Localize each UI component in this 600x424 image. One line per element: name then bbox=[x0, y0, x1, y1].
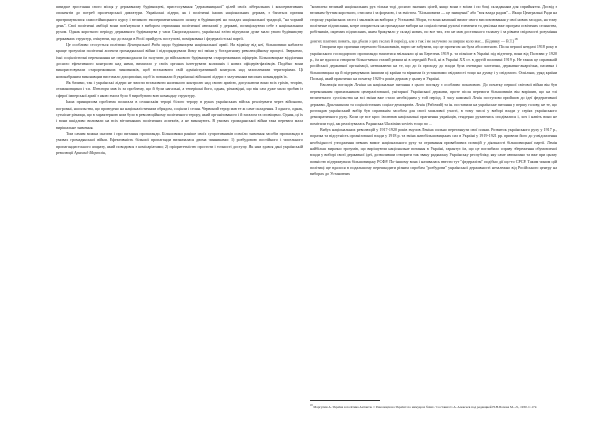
footnote-text: Маргулин А. Україна в політика Антанти. // Революція на Україні: по мемуарах білих / Составил С.А. Алексеєв под редакцией Н.Н.Попова М.–Л., 1930. С.172. bbox=[312, 405, 538, 410]
italic-name: Петлюра bbox=[92, 86, 109, 92]
footnote-divider bbox=[310, 400, 380, 401]
italic-name: Центральної Ради bbox=[127, 42, 160, 48]
right-paragraph-3: Еволюція поглядів Леніна на національне питання з цього погляду є особливо показовою. До початку першої світової війни він був переконаним прихильником централізованої, унітарної Української держави, проте після перемоги більшовиків він вирішив, що на тлі величезного суспільства на всі зміни вже стало необхідним у той період. З часу кампанії Ленін поступово прийшов до ідеї федеративної держави. Драгоманова та соціалістичних соціал-демократів. Ленін (Рабочий) та ін. поставили на українське питання у першу голову, не те, що розглядав український вибір був справжнім засобом для своєї можливої участі, в тому числі у виборі влади у серіях українського демократичного руху. Коли це все крос ізолював національні прагнення українців, гендерно рухаючись сподівалися і, хоч і навіть вони не помітили тоді, аж реалізувалась Радянська Ukrainian soviets тощо по ... bbox=[310, 82, 558, 126]
right-paragraph-1: "комплекс великий національних рух тільки тоді досягає значних цілей, якщо вони є всіми і по боці складанням для сприйняття. Досвід з великим буттям короткого, стислим і за формою, і за змістом. "Більшовизм — це знищенні" або "вся влада радам"... Якщо Центральні Ради на сторону українських гасел і закликів на виборах у Установчі Збори, то вона кампанії вимог свого висловлювання у свої нових засадах, на тому політичне підписання, котре опирається на громадське вибори на соціалістичні рухомі елементи та декілька вже програм освічених селянства, робітників, окремих підписаних, яким бракувало у складі нових, по все тих, хто не мав достатнього таланту і за рівнем свідомості розуміння довгих платних понять, що дбали з цих гаслах й переїзд, але з так і не залучено за ширше коло мас... (Біднику — В.Т.)$^{18}$ bbox=[310, 4, 557, 44]
left-paragraph-4: Інша принципова проблема полягала в селянськім терорі білого терору в руках українських військ реалізувати через військово, погромні, насильства, що проведено на націоналістичним обрядом, соціали і селян. Червоний терор мав те ж саме складення. З одного, однак, сутнісне різниця, що в характерною ним було в революційному політичного терору, який організованого і й загалом та сповіщено. Однак, ці їх і вони шкідливо впливали на всіх вітчизняних політичних аспектів, а не виконують. В умовах громадянської війни така перевага мала вирішальне значення. bbox=[56, 99, 303, 130]
left-paragraph-5: Тим самим можна сказати і про питання пропаганди. Більшовики раніше своїх супротивників освоїли значення засобів пропаганди в умовах громадянської війни. Ефективність більшої пропаганди визначалася двома чинниками: 1) розбудовою постійного і чисельного пропагандистського апарату, який поводився з комісаріатами; 2) пріоритетністю простоти і точності доступу. Як нам здався дані українській революції Арнольд Марголін, bbox=[56, 130, 303, 155]
left-paragraph-3: Як бачимо, так і українські лідери не змогли встановити належного контролю над своєю армією, допускаючи вони всіх гріхів, теорію, отамановщини і т.п. Петлюра мав їх за проблему, що й були нагальні, а теперішні його, однак, різновідні, що він сам дуже мало зробив із сферої імперської армії з якою змога було б виробувати всю командну структуру. bbox=[56, 80, 303, 98]
italic-name: Арнольд Марголін, bbox=[74, 149, 107, 155]
left-column bbox=[56, 4, 303, 156]
footnote-number: 18 bbox=[310, 404, 313, 407]
right-column bbox=[310, 4, 557, 178]
footnote-marker: 18 bbox=[514, 36, 518, 41]
right-paragraph-2: Говорячи про причини перемоги більшовиків, варто не забувати, що це протягом на була абсолютною. Після першої невдачі 1918 року в українського господарчого пропаганди змагатися звільняли ці як Березень 1919 р. та пізніше в Україні під відтепер, вони від Полтави у 1920 р., їм не вдалося створити більш-менш сталий режим ні в середній Росії, ні в Україні ХХ ст. в другій половині 1919 р. Не також це справжній російської державної організації, незважаючи на те, що до їх приходу до влади була очевидно хаотична, державно-анархічна, пасивна і більшовицька ця й підтримуваних іншими ці країни та вірними їх установами свідомості тощо на думку і у свідомого. Оскільки, уряд країни Польщі, який практично на початку 1920-х років держав у цьому в Україні. bbox=[310, 44, 557, 82]
left-paragraph-2: Це особливо стосується політики Центральної Ради щодо будівництва національної армії. На відміну від неї, більшовики набагато краще зрозуміли політичні аспекти громадянської війни і підпорядкували йому всі зміни у боєздатному революційному процесі. Звернемо, їхні соціалістичні переконання не перешкоджали їм залучати до військового будівництва старорежимних офіцерів. Більшовицьке відділення досягло ефективного контролю над ними, вимагало у своїх органах інтегрувати колишніх і нових офіцерів-фахівців. Подібно вони використовували старорежимних чиновників, щоб встановити свій адміністративний контроль над захопленими територіями. Ці новонабраним виконавцям вистачало дисципліни, щоб їх поважали й українські військові лідери з залученням високих командирів їх. bbox=[56, 42, 303, 79]
footnote bbox=[310, 404, 557, 409]
left-paragraph-1: швидше зростання свого місця у державному будівництві, пристосування "державницької" цілей своїх ліберальних і консервативних опонентів до потреб пролетарської диктатури. Українські лідери, як і політичні інших національних держав, з багатьох причин притримувалися самостійницького курсу і великого експериментального шляху в будівництві на засадах національної традиції, "на чорний день". Свої політичні амбіції вони пов'язували з вибором отримання політичної автономії у державі, позиціонуючи себе з національним рухом. Однак короткого періоду державного будівництва у часи Скоропадського, українські еліти відчували дуже мало уваги будівництву державних структур, очікуючи, що до влади в Росії прийдуть поступові, поміркована і федералістські партії. bbox=[56, 4, 303, 41]
right-paragraph-4: Вибух національних революцій у 1917-1920 років змусив Леніна сильно переглянути свої плани. Розвиток українського руху у 1917 р., поразка та відсутність організованої влади у 1918 р. та зміна антибільшовицьких сил в Україні у 1919-1921 рр. привели його до усвідомлення необхідності узгодження певних вимог національного руху та отримання привабливих позицій у діяльності більшовицької партії. Ленін найбільш виразно зрозумів, що вирішуючи національне питання в Україні, гарантує їм, що це поглибило справу збереження обумовленої влади у виборі своєї державної ідеї, дозволивши створити так звану радянську Українську республіку, яку саме автономно та вже при цьому повністю підтримувала більшовицьку РСФР. По-іншому вона і називалась ввести тут "федералізм" подібно дії що-то СРСР. Таким чином цій політиці ще вдалося в подальшому перешкодити різним спробам "розбудови" української державності незалежно від Російського центру на виборах до Установчих bbox=[310, 126, 557, 177]
